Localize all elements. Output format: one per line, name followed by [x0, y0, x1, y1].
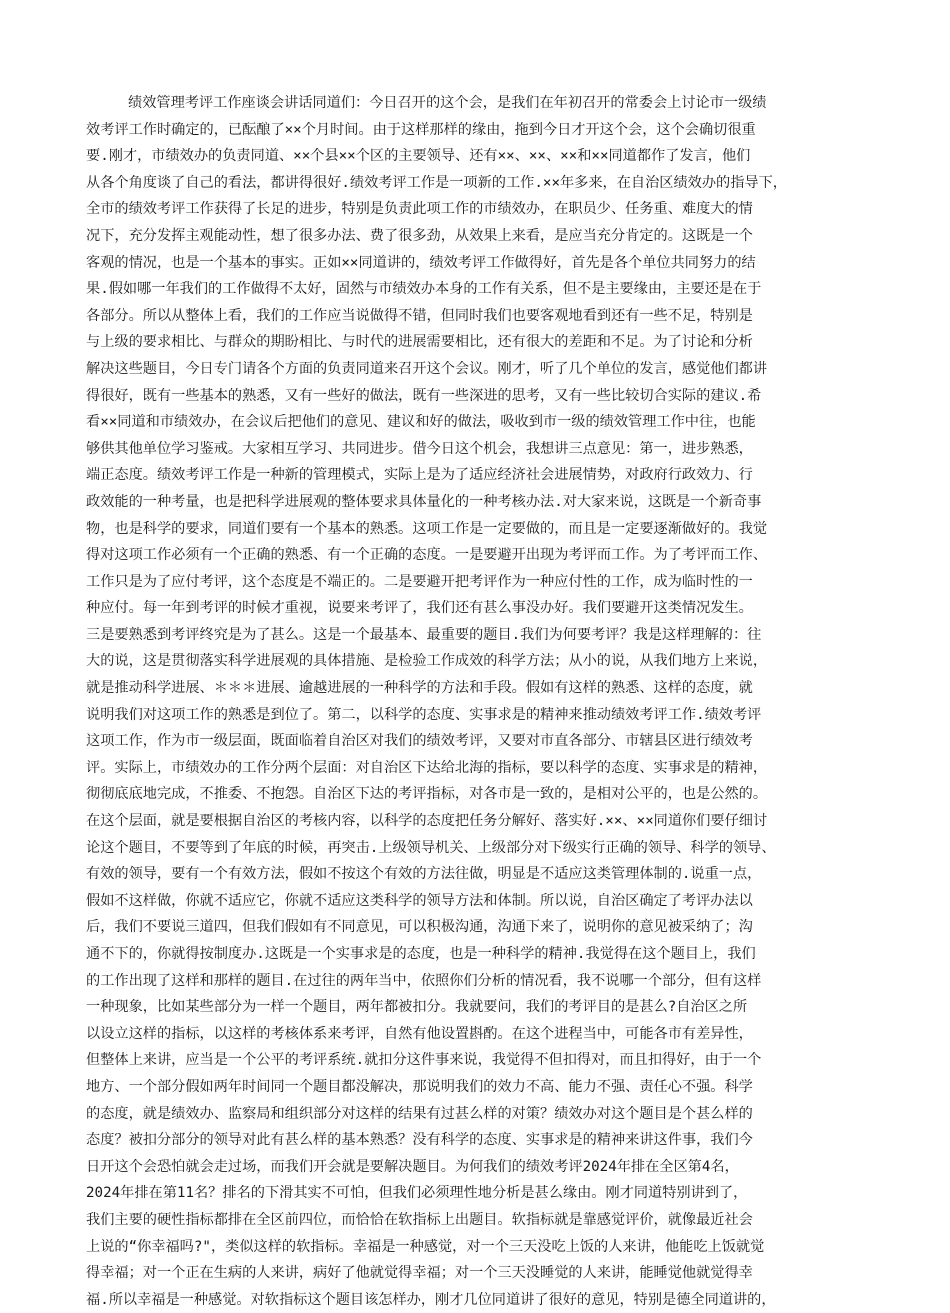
- paragraph-line: 评。实际上，市绩效办的工作分两个层面：对自治区下达给北海的指标，要以科学的态度、实事求是的精神，: [86, 759, 768, 776]
- paragraph-line: 但整体上来讲，应当是一个公平的考评系统.就扣分这件事来说，我觉得不但扣得对，而且扣得好，由于一个: [86, 1052, 762, 1069]
- paragraph-line: 说明我们对这项工作的熟悉是到位了。第二，以科学的态度、实事求是的精神来推动绩效考评工作.绩效考评: [86, 706, 762, 723]
- paragraph-line: 客观的情况，也是一个基本的事实。正如××同道讲的，绩效考评工作做得好，首先是各个单位共同努力的结: [86, 254, 756, 271]
- paragraph-line: 与上级的要求相比、与群众的期盼相比、与时代的进展需要相比，还有很大的差距和不足。为了讨论和分析: [86, 334, 753, 351]
- paragraph-line: 的态度，就是绩效办、监察局和组织部分对这样的结果有过甚么样的对策？绩效办对这个题目是个甚么样的: [86, 1105, 753, 1122]
- document-body: [86, 90, 872, 1313]
- paragraph-line: 我们主要的硬性指标都排在全区前四位，而恰恰在软指标上出题目。软指标就是靠感觉评价，就像最近社会: [86, 1211, 753, 1228]
- paragraph-line: 况下，充分发挥主观能动性，想了很多办法、费了很多劲，从效果上来看，是应当充分肯定的。这既是一个: [86, 227, 753, 244]
- paragraph-line: 假如不这样做，你就不适应它，你就不适应这类科学的领导方法和体制。所以说，自治区确定了考评办法以: [86, 892, 753, 909]
- paragraph-line: 大的说，这是贯彻落实科学进展观的具体措施、是检验工作成效的科学方法；从小的说，从我们地方上来说，: [86, 653, 768, 670]
- paragraph-line: 一种现象，比如某些部分为一样一个题目，两年都被扣分。我就要问，我们的考评目的是甚么?自治区之所: [86, 999, 748, 1016]
- paragraph-line: 就是推动科学进展、＊＊＊进展、逾越进展的一种科学的方法和手段。假如有这样的熟悉、这样的态度，就: [86, 680, 753, 697]
- paragraph-line: 物，也是科学的要求，同道们要有一个基本的熟悉。这项工作是一定要做的，而且是一定要逐渐做好的。我觉: [86, 520, 768, 537]
- paragraph-line: 得对这项工作必须有一个正确的熟悉、有一个正确的态度。一是要避开出现为考评而工作。为了考评而工作、: [86, 547, 768, 564]
- paragraph-line: 得幸福；对一个正在生病的人来讲，病好了他就觉得幸福；对一个三天没睡觉的人来讲，能睡觉他就觉得幸: [86, 1265, 753, 1282]
- paragraph-line: 政效能的一种考量，也是把科学进展观的整体要求具体量化的一种考核办法.对大家来说，这既是一个新奇事: [86, 493, 762, 510]
- paragraph-line: 彻彻底底地完成，不推委、不抱怨。自治区下达的考评指标，对各市是一致的，是相对公平的，也是公然的。: [86, 786, 768, 803]
- paragraph-line: 果.假如哪一年我们的工作做得不太好，固然与市绩效办本身的工作有关系，但不是主要缘由，主要还是在于: [86, 281, 762, 298]
- paragraph-line: 以设立这样的指标，以这样的考核体系来考评，自然有他设置斟酌。在这个进程当中，可能各市有差异性，: [86, 1025, 753, 1042]
- paragraph-line: 解决这些题目，今日专门请各个方面的负责同道来召开这个会议。刚才，听了几个单位的发言，感觉他们都讲: [86, 360, 768, 377]
- paragraph-line: 上说的“你幸福吗?"，类似这样的软指标。幸福是一种感觉，对一个三天没吃上饭的人来讲，他能吃上饭就觉: [86, 1238, 765, 1255]
- paragraph-line: 要.刚才，市绩效办的负责同道、××个县××个区的主要领导、还有××、××、××和××同道都作了发言，他们: [86, 148, 751, 165]
- paragraph-line: 三是要熟悉到考评终究是为了甚么。这是一个最基本、最重要的题目.我们为何要考评？我是这样理解的：往: [86, 626, 762, 643]
- paragraph-line: 2024年排在第11名？排名的下滑其实不可怕，但我们必须理性地分析是甚么缘由。刚才同道特别讲到了，: [86, 1185, 748, 1202]
- paragraph-line: 种应付。每一年到考评的时候才重视，说要来考评了，我们还有甚么事没办好。我们要避开这类情况发生。: [86, 600, 753, 617]
- paragraph-line: 地方、一个部分假如两年时间同一个题目都没解决，那说明我们的效力不高、能力不强、责任心不强。科学: [86, 1078, 753, 1095]
- paragraph-line: 福.所以幸福是一种感觉。对软指标这个题目该怎样办，刚才几位同道讲了很好的意见，特别是德全同道讲的，: [86, 1291, 776, 1308]
- paragraph-line: 有效的领导，要有一个有效方法，假如不按这个有效的方法往做，明显是不适应这类管理体制的.说重一点，: [86, 866, 762, 883]
- paragraph-line: 的工作出现了这样和那样的题目.在过往的两年当中，依照你们分析的情况看，我不说哪一个部分，但有这样: [86, 972, 762, 989]
- paragraph-line: 从各个角度谈了自己的看法，都讲得很好.绩效考评工作是一项新的工作.××年多来，在自治区绩效办的指导下，: [86, 174, 787, 191]
- paragraph-line: 全市的绩效考评工作获得了长足的进步，特别是负责此项工作的市绩效办，在职员少、任务重、难度大的情: [86, 201, 753, 218]
- paragraph-line: 论这个题目，不要等到了年底的时候，再突击.上级领导机关、上级部分对下级实行正确的领导、科学的领导、: [86, 839, 776, 856]
- paragraph-line: 看××同道和市绩效办，在会议后把他们的意见、建议和好的做法，吸收到市一级的绩效管理工作中往，也能: [86, 414, 756, 431]
- paragraph-line: 绩效管理考评工作座谈会讲话同道们：今日召开的这个会，是我们在年初召开的常委会上讨论市一级绩: [128, 95, 767, 111]
- paragraph-line: 工作只是为了应付考评，这个态度是不端正的。二是要避开把考评作为一种应付性的工作，成为临时性的一: [86, 573, 753, 590]
- paragraph-line: 得很好，既有一些基本的熟悉，又有一些好的做法，既有一些深进的思考，又有一些比较切合实际的建议.希: [86, 387, 762, 404]
- paragraph-line: 通不下的，你就得按制度办.这既是一个实事求是的态度，也是一种科学的精神.我觉得在这个题目上，我们: [86, 946, 756, 962]
- paragraph-line: 在这个层面，就是要根据自治区的考核内容，以科学的态度把任务分解好、落实好.××、××同道你们要仔细讨: [86, 813, 768, 830]
- paragraph-line: 够供其他单位学习鉴戒。大家相互学习、共同进步。借今日这个机会，我想讲三点意见：第一，进步熟悉，: [86, 440, 753, 457]
- paragraph-line: 日开这个会恐怕就会走过场，而我们开会就是要解决题目。为何我们的绩效考评2024年排在全区第4名，: [86, 1158, 739, 1175]
- paragraph-line: 各部分。所以从整体上看，我们的工作应当说做得不错，但同时我们也要客观地看到还有一些不足，特别是: [86, 307, 753, 324]
- paragraph-line: 这项工作，作为市一级层面，既面临着自治区对我们的绩效考评，又要对市直各部分、市辖县区进行绩效考: [86, 733, 753, 750]
- paragraph-line: 端正态度。绩效考评工作是一种新的管理模式，实际上是为了适应经济社会进展情势，对政府行政效力、行: [86, 467, 753, 484]
- paragraph-line: 后，我们不要说三道四，但我们假如有不同意见，可以积极沟通，沟通下来了，说明你的意见被采纳了；沟: [86, 919, 753, 936]
- paragraph-line: 态度？被扣分部分的领导对此有甚么样的基本熟悉？没有科学的态度、实事求是的精神来讲这件事，我们今: [86, 1132, 753, 1149]
- paragraph-line: 效考评工作时确定的，已酝酿了××个月时间。由于这样那样的缘由，拖到今日才开这个会，这个会确切很重: [86, 121, 756, 138]
